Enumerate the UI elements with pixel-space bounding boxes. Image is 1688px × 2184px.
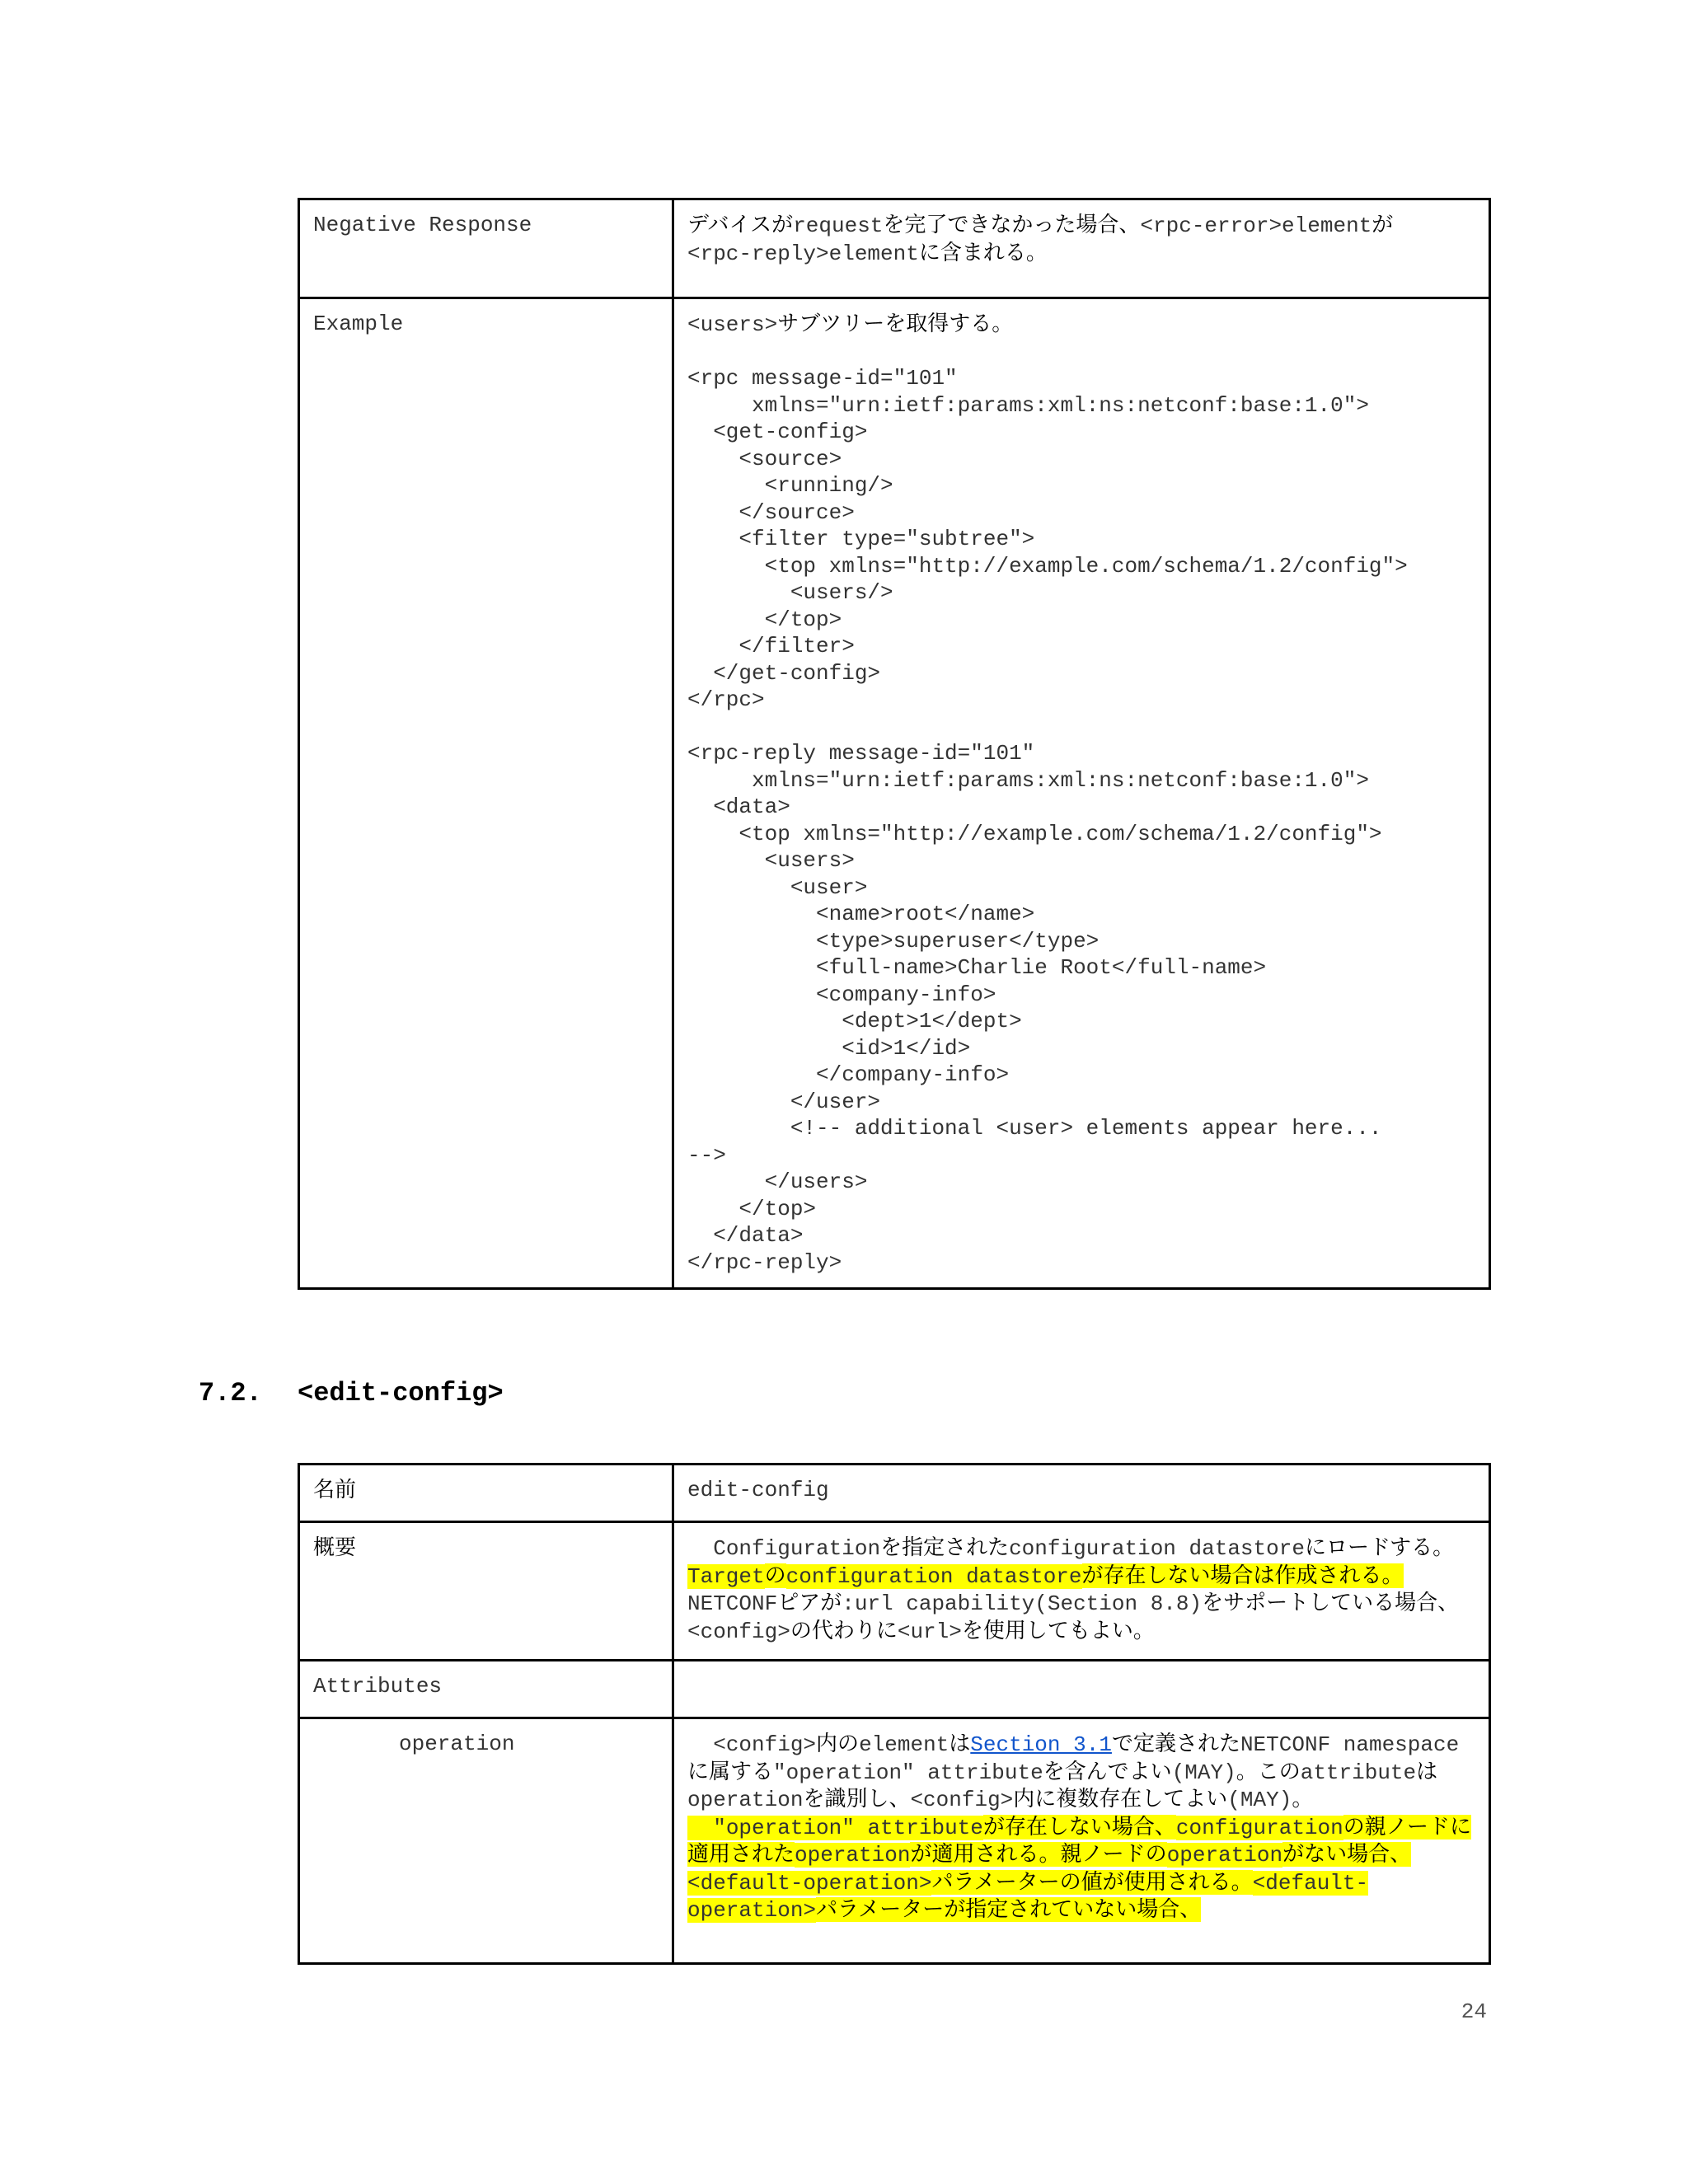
row-label: 概要 bbox=[299, 1522, 673, 1661]
text-run: <rpc-reply>element bbox=[687, 241, 919, 266]
row-label: 名前 bbox=[299, 1465, 673, 1522]
rpc-definition-table bbox=[298, 198, 1491, 1290]
text-run: :url capability(Section 8.8) bbox=[842, 1591, 1203, 1616]
text-run: <config> bbox=[910, 1788, 1014, 1812]
section-heading bbox=[199, 1378, 504, 1408]
text-run: 。 bbox=[1292, 1787, 1314, 1811]
text-run: デバイスが bbox=[687, 213, 794, 237]
row-label: Attributes bbox=[299, 1661, 673, 1718]
text-run: の代わりに bbox=[790, 1618, 898, 1643]
text-run: が bbox=[1372, 213, 1394, 237]
section-link[interactable]: Section 3.1 bbox=[970, 1732, 1112, 1757]
table-row bbox=[299, 1465, 1490, 1522]
attributes-value bbox=[673, 1661, 1490, 1718]
text-run: NETCONF namespace bbox=[1240, 1732, 1460, 1757]
text-run: が適用される。親ノードの bbox=[910, 1842, 1167, 1867]
text-run: の親ノードに適用された bbox=[687, 1814, 1471, 1867]
text-run: がない場合、 bbox=[1282, 1842, 1412, 1867]
text-run: element bbox=[859, 1732, 950, 1757]
text-run: NETCONF bbox=[687, 1591, 778, 1616]
table-row bbox=[299, 1522, 1490, 1661]
negative-response-text bbox=[673, 199, 1490, 298]
example-cell bbox=[673, 298, 1490, 1289]
text-run: request bbox=[793, 213, 884, 238]
section-title: <edit-config> bbox=[298, 1378, 504, 1408]
text-run: (MAY) bbox=[1171, 1760, 1236, 1785]
request-code-block: <rpc message-id="101" xmlns="urn:ietf:params:xml:ns:netconf:base:1.0"> <get-config> <source> <running/> </source> <filter type="subtree"> <top xmlns="http://example.com/schema/1.2/config"> <users/> </top> </filter> </get-config> </rpc> bbox=[687, 366, 1408, 712]
text-run: "operation" attribute bbox=[687, 1815, 983, 1840]
edit-config-table bbox=[298, 1463, 1491, 1965]
text-run: configuration bbox=[1175, 1815, 1343, 1840]
text-run: の bbox=[764, 1563, 786, 1588]
text-run: <default-operation> bbox=[687, 1870, 932, 1896]
section-number: 7.2. bbox=[199, 1378, 262, 1408]
table-row bbox=[299, 1661, 1490, 1718]
example-intro-code: <users> bbox=[687, 312, 778, 337]
table-row bbox=[299, 298, 1490, 1289]
row-label: Example bbox=[299, 298, 673, 1289]
table-row bbox=[299, 1718, 1490, 1964]
table-row bbox=[299, 199, 1490, 298]
text-run: パラメーターの値が使用される。 bbox=[931, 1869, 1253, 1895]
text-run: 内に複数存在してよい bbox=[1013, 1787, 1228, 1811]
text-run: を含んでよい bbox=[1043, 1759, 1172, 1784]
example-intro-text: サブツリーを取得する。 bbox=[777, 312, 1014, 336]
text-run: <url> bbox=[897, 1619, 962, 1644]
text-run: <config> bbox=[687, 1732, 817, 1757]
row-label: operation bbox=[299, 1718, 673, 1964]
text-run: attribute bbox=[1300, 1760, 1417, 1785]
text-run: 。この bbox=[1236, 1759, 1301, 1784]
text-run: Configuration bbox=[687, 1536, 881, 1561]
text-run: <rpc-error>element bbox=[1140, 213, 1372, 238]
text-run: に含まれる。 bbox=[918, 240, 1048, 265]
text-run: を指定された bbox=[880, 1535, 1010, 1560]
text-run: configuration datastore bbox=[785, 1563, 1082, 1589]
text-run: Target bbox=[687, 1563, 765, 1589]
text-run: が存在しない場合、 bbox=[982, 1814, 1176, 1840]
text-run: 内の bbox=[816, 1732, 860, 1756]
text-run: <config> bbox=[687, 1619, 790, 1644]
text-run: (MAY) bbox=[1227, 1788, 1292, 1812]
text-run: を完了できなかった場合、 bbox=[883, 213, 1141, 237]
operation-text bbox=[673, 1718, 1490, 1964]
text-run: で定義された bbox=[1111, 1732, 1240, 1756]
text-run: "operation" attribute bbox=[773, 1760, 1043, 1785]
text-run: を使用してもよい。 bbox=[961, 1618, 1155, 1643]
text-run: configuration datastore bbox=[1009, 1536, 1305, 1561]
text-run: operation bbox=[795, 1843, 911, 1868]
text-run: をサポートしている場合、 bbox=[1202, 1591, 1460, 1615]
row-label: Negative Response bbox=[299, 199, 673, 298]
example-intro bbox=[687, 311, 1475, 339]
name-value: edit-config bbox=[673, 1465, 1490, 1522]
text-run: ピアが bbox=[777, 1591, 842, 1615]
text-run: が存在しない場合は作成される。 bbox=[1081, 1563, 1404, 1588]
text-run: に属する bbox=[687, 1759, 774, 1784]
text-run: operation bbox=[687, 1788, 804, 1812]
page-number: 24 bbox=[1461, 1999, 1487, 2024]
text-run: パラメーターが指定されていない場合、 bbox=[816, 1897, 1202, 1922]
text-run: は bbox=[1416, 1759, 1438, 1784]
text-run: は bbox=[949, 1732, 971, 1756]
summary-text bbox=[673, 1522, 1490, 1661]
text-run: にロードする。 bbox=[1304, 1535, 1455, 1560]
text-run: を識別し、 bbox=[803, 1787, 911, 1811]
text-run: operation bbox=[1166, 1843, 1283, 1868]
text-run: <default-operation> bbox=[687, 1870, 1369, 1923]
reply-code-block: <rpc-reply message-id="101" xmlns="urn:ietf:params:xml:ns:netconf:base:1.0"> <data> <top xmlns="http://example.com/schema/1.2/config"> <users> <user> <name>root</name> <type>superuser</type> <full-name>Charlie Root</full-name> <company-info> <dept>1</dept> <id>1</id> </company-info> </user> <!-- additional <user> elements appear here... --> </users> </top> </data> </rpc-reply> bbox=[687, 741, 1382, 1275]
